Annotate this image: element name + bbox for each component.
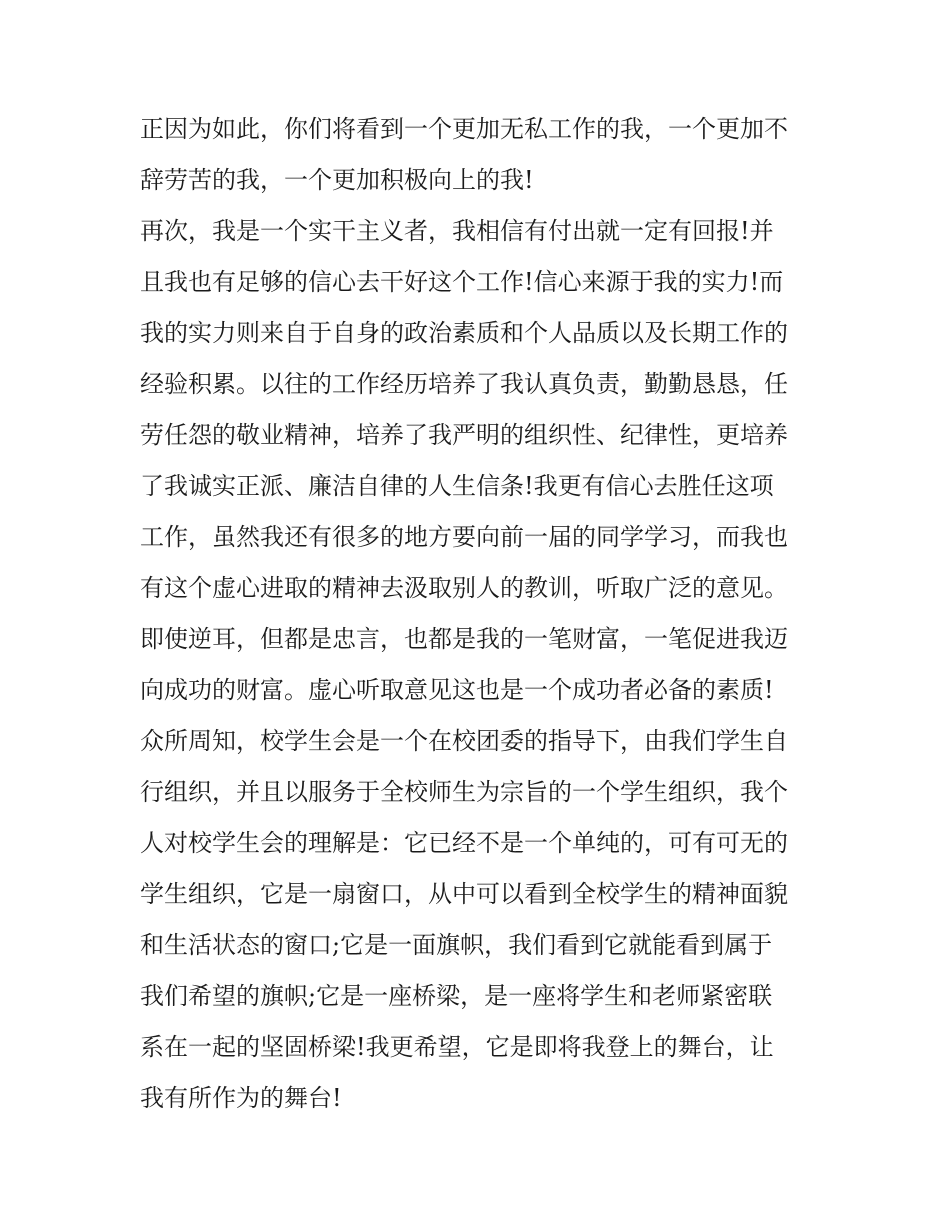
text-line: 劳任怨的敬业精神，培养了我严明的组织性、纪律性，更培养 [140,421,788,449]
text-line: 人对校学生会的理解是：它已经不是一个单纯的，可有可无的 [140,829,788,857]
text-line: 辞劳苦的我，一个更加积极向上的我! [140,166,534,194]
text-line: 正因为如此，你们将看到一个更加无私工作的我，一个更加不 [140,115,788,143]
text-line: 系在一起的坚固桥梁!我更希望，它是即将我登上的舞台，让 [140,1033,774,1061]
text-line: 学生组织，它是一扇窗口，从中可以看到全校学生的精神面貌 [140,880,788,908]
text-line: 行组织，并且以服务于全校师生为宗旨的一个学生组织，我个 [140,778,788,806]
text-line: 向成功的财富。虚心听取意见这也是一个成功者必备的素质! [140,676,774,704]
text-line: 我们希望的旗帜;它是一座桥梁，是一座将学生和老师紧密联 [140,982,773,1010]
text-line: 和生活状态的窗口;它是一面旗帜，我们看到它就能看到属于 [140,931,773,959]
text-line: 有这个虚心进取的精神去汲取别人的教训，听取广泛的意见。 [140,574,788,602]
text-line: 经验积累。以往的工作经历培养了我认真负责，勤勤恳恳，任 [140,370,788,398]
text-line: 工作，虽然我还有很多的地方要向前一届的同学学习，而我也 [140,523,788,551]
text-line: 众所周知，校学生会是一个在校团委的指导下，由我们学生自 [140,727,788,755]
document-body [140,104,820,1124]
text-line: 了我诚实正派、廉洁自律的人生信条!我更有信心去胜任这项 [140,472,774,500]
text-line: 且我也有足够的信心去干好这个工作!信心来源于我的实力!而 [140,268,784,296]
text-line: 我有所作为的舞台! [140,1084,342,1112]
text-line: 再次，我是一个实干主义者，我相信有付出就一定有回报!并 [140,217,774,245]
text-line: 即使逆耳，但都是忠言，也都是我的一笔财富，一笔促进我迈 [140,625,788,653]
text-line: 我的实力则来自于自身的政治素质和个人品质以及长期工作的 [140,319,788,347]
